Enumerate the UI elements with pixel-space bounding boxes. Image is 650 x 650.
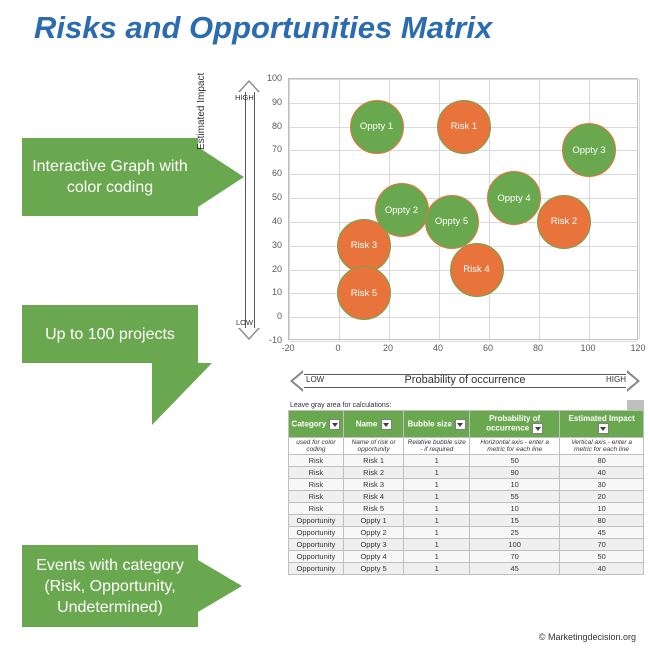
y-tick-label: 50 <box>271 192 282 203</box>
table-body[interactable] <box>289 455 644 575</box>
callout-event-categories <box>22 545 208 627</box>
callout-text: Up to 100 projects <box>22 305 198 363</box>
table-cell[interactable]: 1 <box>404 527 470 539</box>
column-label: Probability of occurrence <box>486 414 541 433</box>
chart-bubble[interactable]: Risk 2 <box>537 195 591 249</box>
table-cell[interactable]: Risk <box>289 491 344 503</box>
callout-arrow-icon <box>198 560 242 612</box>
column-note: Vertical axis - enter a metric for each line <box>560 438 644 455</box>
table-row[interactable] <box>289 503 644 515</box>
table-cell[interactable]: 100 <box>470 539 560 551</box>
table-cell[interactable]: 1 <box>404 539 470 551</box>
gridline-vertical <box>589 79 590 339</box>
x-tick-label: 60 <box>482 343 493 353</box>
y-tick-label: 80 <box>271 120 282 131</box>
table-cell[interactable]: 10 <box>470 503 560 515</box>
x-tick-label: -20 <box>281 343 295 353</box>
table-row[interactable] <box>289 515 644 527</box>
table-column-notes-row <box>289 438 644 455</box>
table-cell[interactable]: Risk <box>289 479 344 491</box>
table-cell[interactable]: Opportunity <box>289 551 344 563</box>
gridline-vertical <box>639 79 640 339</box>
note-table <box>288 400 644 410</box>
column-header-probability[interactable] <box>470 411 560 438</box>
y-tick-label: 30 <box>271 239 282 250</box>
chart-bubble[interactable]: Oppty 4 <box>487 171 541 225</box>
table-cell[interactable]: 1 <box>404 563 470 575</box>
filter-dropdown-icon[interactable] <box>381 419 392 430</box>
table-top-note: Leave gray area for calculations: <box>290 401 392 409</box>
callout-text: Events with category (Risk, Opportunity, Undetermined) <box>22 545 198 627</box>
table-cell[interactable]: 1 <box>404 467 470 479</box>
table-row[interactable] <box>289 527 644 539</box>
table-cell[interactable]: Opportunity <box>289 563 344 575</box>
x-axis-low-label: LOW <box>306 375 325 384</box>
table-row[interactable] <box>289 539 644 551</box>
gridline-horizontal <box>289 341 637 342</box>
table-cell[interactable]: 70 <box>470 551 560 563</box>
chart-bubble[interactable]: Risk 4 <box>450 243 504 297</box>
table-cell[interactable]: 90 <box>470 467 560 479</box>
gridline-vertical <box>289 79 290 339</box>
y-tick-label: 20 <box>271 263 282 274</box>
gray-calculation-area <box>627 401 643 410</box>
y-tick-label: -10 <box>268 335 282 345</box>
column-note: Name of risk or opportunity <box>343 438 404 455</box>
table-cell[interactable]: Oppty 5 <box>343 563 404 575</box>
table-cell[interactable]: 40 <box>560 467 644 479</box>
table-cell[interactable]: 50 <box>560 551 644 563</box>
data-table-panel[interactable] <box>288 400 644 575</box>
x-tick-label: 0 <box>335 343 341 353</box>
y-tick-label: 90 <box>271 96 282 107</box>
table-row[interactable] <box>289 551 644 563</box>
table-cell[interactable]: 40 <box>560 563 644 575</box>
y-tick-label: 0 <box>276 311 282 322</box>
table-cell[interactable]: Risk 1 <box>343 455 404 467</box>
gridline-horizontal <box>289 79 637 80</box>
table-cell[interactable]: 70 <box>560 539 644 551</box>
table-row[interactable] <box>289 479 644 491</box>
table-row[interactable] <box>289 455 644 467</box>
table-cell[interactable]: Risk 2 <box>343 467 404 479</box>
column-header-category[interactable] <box>289 411 344 438</box>
table-cell[interactable]: 10 <box>470 479 560 491</box>
table-cell[interactable]: Opportunity <box>289 539 344 551</box>
filter-dropdown-icon[interactable] <box>598 423 609 434</box>
table-cell[interactable]: 45 <box>470 563 560 575</box>
table-cell[interactable]: 30 <box>560 479 644 491</box>
table-cell[interactable]: Oppty 2 <box>343 527 404 539</box>
column-header-name[interactable] <box>343 411 404 438</box>
y-tick-label: 40 <box>271 215 282 226</box>
column-header-impact[interactable] <box>560 411 644 438</box>
callout-text: Interactive Graph with color coding <box>22 138 198 216</box>
column-label: Category <box>291 419 327 429</box>
table-cell[interactable]: Risk 4 <box>343 491 404 503</box>
table-cell[interactable]: 1 <box>404 491 470 503</box>
plot-area[interactable] <box>288 78 638 340</box>
table-cell[interactable]: Oppty 1 <box>343 515 404 527</box>
table-cell[interactable]: Risk <box>289 455 344 467</box>
table-cell[interactable]: Risk 3 <box>343 479 404 491</box>
table-cell[interactable]: Oppty 3 <box>343 539 404 551</box>
table-cell[interactable]: 50 <box>470 455 560 467</box>
column-label: Estimated Impact <box>568 414 635 423</box>
chart-bubble[interactable]: Risk 1 <box>437 100 491 154</box>
y-tick-label: 100 <box>266 73 282 83</box>
x-axis-high-label: HIGH <box>606 375 626 384</box>
table-cell[interactable]: 20 <box>560 491 644 503</box>
y-tick-label: 10 <box>271 287 282 298</box>
chart-bubble[interactable]: Oppty 1 <box>350 100 404 154</box>
x-axis-arrow <box>290 370 640 392</box>
table-header <box>289 411 644 455</box>
table-cell[interactable]: 80 <box>560 515 644 527</box>
table-cell[interactable]: 1 <box>404 503 470 515</box>
chart-bubble[interactable]: Risk 5 <box>337 266 391 320</box>
table-cell[interactable]: Opportunity <box>289 515 344 527</box>
x-tick-label: 100 <box>580 343 596 353</box>
x-tick-label: 120 <box>630 343 646 353</box>
table-cell[interactable]: Risk <box>289 467 344 479</box>
x-axis-title: Probability of occurrence <box>404 374 526 386</box>
data-table[interactable] <box>288 410 644 575</box>
table-cell[interactable]: 1 <box>404 515 470 527</box>
column-note: Relative bubble size - if required <box>404 438 470 455</box>
gridline-horizontal <box>289 317 637 318</box>
table-cell[interactable]: 15 <box>470 515 560 527</box>
y-tick-label: 70 <box>271 144 282 155</box>
column-label: Name <box>355 419 378 429</box>
table-cell[interactable]: 45 <box>560 527 644 539</box>
table-cell[interactable]: 1 <box>404 455 470 467</box>
table-row[interactable] <box>289 563 644 575</box>
filter-dropdown-icon[interactable] <box>329 419 340 430</box>
table-row[interactable] <box>289 491 644 503</box>
chart-bubble[interactable]: Risk 3 <box>337 219 391 273</box>
x-tick-label: 80 <box>532 343 543 353</box>
table-cell[interactable]: 80 <box>560 455 644 467</box>
column-note: used for color coding <box>289 438 344 455</box>
page-title: Risks and Opportunities Matrix <box>34 10 493 45</box>
table-cell[interactable]: Risk <box>289 503 344 515</box>
y-tick-label: 60 <box>271 168 282 179</box>
chart-bubble[interactable]: Oppty 2 <box>375 183 429 237</box>
table-cell[interactable]: 25 <box>470 527 560 539</box>
table-cell[interactable]: 1 <box>404 479 470 491</box>
callout-arrow-icon <box>152 363 212 425</box>
callout-project-capacity <box>22 305 208 363</box>
column-header-bubble-size[interactable] <box>404 411 470 438</box>
chart-bubble[interactable]: Oppty 3 <box>562 123 616 177</box>
y-axis-high-label: HIGH <box>235 93 254 102</box>
filter-dropdown-icon[interactable] <box>532 423 543 434</box>
column-label: Bubble size <box>407 419 452 429</box>
y-axis-low-label: LOW <box>236 318 254 327</box>
table-cell[interactable]: Oppty 4 <box>343 551 404 563</box>
table-cell[interactable]: Risk 5 <box>343 503 404 515</box>
table-cell[interactable]: 55 <box>470 491 560 503</box>
y-axis-title: Estimated Impact <box>196 72 207 150</box>
credit-text: © Marketingdecision.org <box>538 632 636 642</box>
callout-interactive-graph <box>22 138 208 216</box>
table-row[interactable] <box>289 467 644 479</box>
x-tick-label: 40 <box>432 343 443 353</box>
chart-bubble[interactable]: Oppty 5 <box>425 195 479 249</box>
bubble-chart[interactable] <box>240 73 646 398</box>
table-cell[interactable]: 1 <box>404 551 470 563</box>
x-tick-label: 20 <box>382 343 393 353</box>
table-cell[interactable]: 10 <box>560 503 644 515</box>
filter-dropdown-icon[interactable] <box>455 419 466 430</box>
table-cell[interactable]: Opportunity <box>289 527 344 539</box>
table-header-row <box>289 411 644 438</box>
column-note: Horizontal axis - enter a metric for each line <box>470 438 560 455</box>
